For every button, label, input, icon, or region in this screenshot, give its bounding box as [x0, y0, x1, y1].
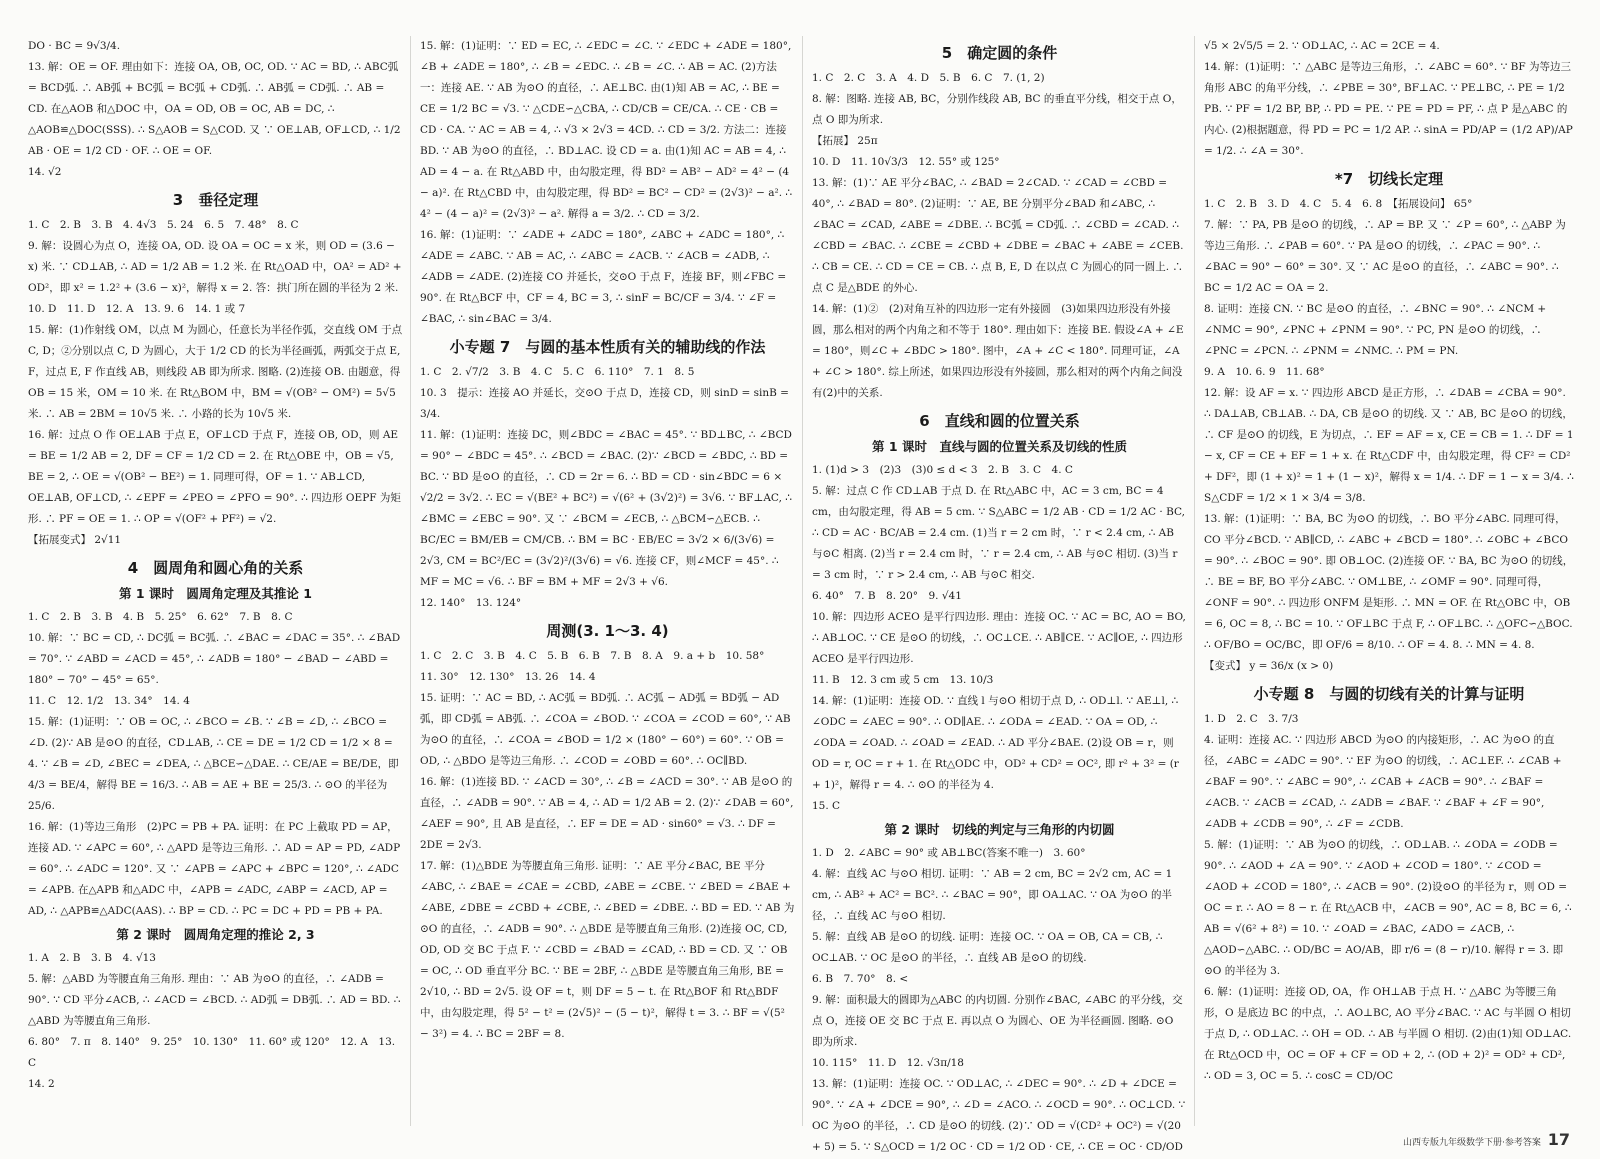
col1-block3 [28, 607, 403, 922]
answer-line: 10. 115° 11. D 12. √3π/18 [812, 1057, 964, 1069]
page-footer [1403, 1130, 1570, 1149]
col2-block1 [420, 36, 795, 330]
answer-line: 12. 140° 13. 124° [420, 597, 522, 609]
answer-line: 15. 解：(1)证明：∵ ED = EC, ∴ ∠EDC = ∠C. ∵ ∠EDC + ∠ADE = 180°, ∠B + ∠ADE = 180°, ∴ ∠B = ∠EDC. ∴ ∠B = ∠C. ∴ AB = AC. (2)方法一：连接 AE. ∵ AB 为⊙O 的直径，∴ AE⊥BC. 由(1)知 AB = AC, ∴ BE = CE = 1/2 BC = √3. ∵ △CDE∽△CBA, ∴ CD/CB = CE/CA. ∴ CE · CB = CD · CA. ∵ AC = AB = 4, ∴ √3 × 2√3 = 4CD. ∴ CD = 3/2. 方法二：连接 BD. ∵ AB 为⊙O 的直径，∴ BD⊥AC. 设 CD = a. 由(1)知 AC = AB = 4, ∴ AD = 4 − a. 在 Rt△ABD 中，由勾股定理，得 BD² = AB² − AD² = 4² − (4 − a)². 在 Rt△CBD 中，由勾股定理，得 BD² = BC² − CD² = (2√3)² − a². ∴ 4² − (4 − a)² = (2√3)² − a². 解得 a = 3/2. ∴ CD = 3/2. [420, 40, 793, 220]
answer-line: 【拓展变式】 2√11 [28, 534, 122, 546]
answer-line: √5 × 2√5/5 = 2. ∵ OD⊥AC, ∴ AC = 2CE = 4. [1204, 40, 1440, 52]
answer-line: 15. 解：(1)作射线 OM，以点 M 为圆心，任意长为半径作弧，交直线 OM 于点 C, D；②分别以点 C, D 为圆心，大于 1/2 CD 的长为半径画弧，两弧交于点 E, F，过点 E, F 作直线 AB，则线段 AB 即为所求. 图略. (2)连接 OB. 由题意，得 OB = 15 米，OM = 10 米. 在 Rt△BOM 中，BM = √(OB² − OM²) = 5√5 米. ∴ AB = 2BM = 10√5 米. ∴ 小路的长为 10√5 米. [28, 324, 403, 420]
answer-line: 10. 解：∵ BC = CD, ∴ DC弧 = BC弧. ∴ ∠BAC = ∠DAC = 35°. ∴ ∠BAD = 70°. ∵ ∠ABD = ∠ACD = 45°, ∴ ∠ADB = 180° − ∠BAD − ∠ABD = 180° − 70° − 45° = 65°. [28, 632, 401, 686]
section-title-6: 6 直线和圆的位置关系 [919, 412, 1080, 430]
col3-block2 [812, 460, 1187, 817]
answer-line: 1. D 2. ∠ABC = 90° 或 AB⊥BC(答案不唯一) 3. 60° [812, 847, 1086, 859]
col2-block2 [420, 362, 795, 614]
lesson-title-4-1: 第 1 课时 圆周角定理及其推论 1 [119, 586, 312, 601]
section-title-5: 5 确定圆的条件 [941, 44, 1058, 62]
answer-line: 8. 解：图略. 连接 AB, BC，分别作线段 AB, BC 的垂直平分线，相交于点 O，点 O 即为所求. [812, 93, 1182, 126]
lesson-title-6-1: 第 1 课时 直线与圆的位置关系及切线的性质 [872, 439, 1127, 454]
column-divider [802, 36, 803, 1126]
answer-line: 17. 解：(1)△BDE 为等腰直角三角形. 证明：∵ AE 平分∠BAC, BE 平分∠ABC, ∴ ∠BAE = ∠CAE = ∠CBD, ∠ABE = ∠CBE. ∵ ∠BED = ∠BAE + ∠ABE, ∠DBE = ∠CBD + ∠CBE, ∴ ∠BED = ∠DBE. ∴ BD = ED. ∵ AB 为⊙O 的直径，∴ ∠ADB = 90°. ∴ △BDE 是等腰直角三角形. (2)连接 OC, CD, OD, OD 交 BC 于点 F. ∵ ∠CBD = ∠BAD = ∠CAD, ∴ BD = CD. 又 ∵ OB = OC, ∴ OD 垂直平分 BC. ∵ BE = 2BF, ∴ △BDE 是等腰直角三角形, BE = 2√10, ∴ BD = 2√5. 设 OF = t，则 DF = 5 − t. 在 Rt△BOF 和 Rt△BDF 中，由勾股定理，得 5² − t² = (2√5)² − (5 − t)²，解得 t = 3. ∴ BF = √(5² − 3²) = 4. ∴ BC = 2BF = 8. [420, 860, 795, 1040]
answer-line: 1. C 2. √7/2 3. B 4. C 5. C 6. 110° 7. 1 8. 5 [420, 366, 695, 378]
answer-line: 13. 解：(1)证明：连接 OC. ∵ OD⊥AC, ∴ ∠DEC = 90°. ∴ ∠D + ∠DCE = 90°. ∵ ∠A + ∠DCE = 90°, ∴ ∠D = ∠ACO. ∴ ∠OCD = 90°. ∴ OC⊥CD. ∵ OC 为⊙O 的半径，∴ CD 是⊙O 的切线. (2)∵ OD = √(CD² + OC²) = √(20 + 5) = 5. ∵ S△OCD = 1/2 OC · CD = 1/2 OD · CE, ∴ CE = OC · CD/OD [812, 1078, 1186, 1153]
answer-line: 14. 解：(1)证明：连接 OD. ∵ 直线 l 与⊙O 相切于点 D, ∴ OD⊥l. ∵ AE⊥l, ∴ ∠ODC = ∠AEC = 90°. ∴ OD∥AE. ∴ ∠ODA = ∠EAD. ∵ OA = OD, ∴ ∠ODA = ∠OAD. ∴ ∠OAD = ∠EAD. ∴ AD 平分∠BAE. (2)设 OB = r，则 OD = r, OC = r + 1. 在 Rt△ODC 中，OD² + CD² = OC², 即 r² + 3² = (r + 1)²，解得 r = 4. ∴ ⊙O 的半径为 4. [812, 695, 1179, 791]
answer-line: 14. 解：(1)证明：∵ △ABC 是等边三角形，∴ ∠ABC = 60°. ∵ BF 为等边三角形 ABC 的角平分线，∴ ∠PBE = 30°, BF⊥AC. ∵ PE⊥BC, ∴ PE = 1/2 PB. ∵ PF = 1/2 BP, BP, ∴ PD = PE. ∵ PE = PD = PF, ∴ 点 P 是△ABC 的内心. (2)根据题意，得 PD = PC = 1/2 AP. ∴ sinA = PD/AP = (1/2 AP)/AP = 1/2. ∴ ∠A = 30°. [1204, 61, 1573, 157]
answer-line: DO · BC = 9√3/4. [28, 40, 121, 52]
answer-line: 16. 解：过点 O 作 OE⊥AB 于点 E，OF⊥CD 于点 F，连接 OB, OD，则 AE = BE = 1/2 AB = 2, DF = CF = 1/2 CD = 2. 在 Rt△OBE 中，OB = √5, BE = 2, ∴ OE = √(OB² − BE²) = 1. 同理可得，OF = 1. ∵ AB⊥CD, OE⊥AB, OF⊥CD, ∴ ∠EPF = ∠PEO = ∠PFO = 90°. ∴ 四边形 OEPF 为矩形. ∴ PF = OE = 1. ∴ OP = √(OF² + PF²) = √2. [28, 429, 401, 525]
answer-line: 16. 解：(1)等边三角形 (2)PC = PB + PA. 证明：在 PC 上截取 PD = AP，连接 AD. ∵ ∠APC = 60°, ∴ △APD 是等边三角形. ∴ AD = AP = PD, ∠ADP = 60°. ∴ ∠ADC = 120°. 又 ∵ ∠APB = ∠APC + ∠BPC = 120°, ∴ ∠ADC = ∠APB. 在△APB 和△ADC 中，∠APB = ∠ADC, ∠ABP = ∠ACD, AP = AD, ∴ △APB≌△ADC(AAS). ∴ BP = CD. ∴ PC = DC + PD = PB + PA. [28, 821, 401, 917]
answer-line: 11. 解：(1)证明：连接 DC，则∠BDC = ∠BAC = 45°. ∵ BD⊥BC, ∴ ∠BCD = 90° − ∠BDC = 45°. ∴ ∠BCD = ∠BAC. (2)∵ ∠BCD = ∠BDC, ∴ BD = BC. ∵ BD 是⊙O 的直径，∴ CD = 2r = 6. ∴ BD = CD · sin∠BDC = 6 × √2/2 = 3√2. ∴ EC = √(BE² + BC²) = √(6² + (3√2)²) = 3√6. ∵ BF⊥AC, ∴ ∠BMC = ∠EBC = 90°. 又 ∵ ∠BCM = ∠ECB, ∴ △BCM∽△ECB. ∴ BC/EC = BM/EB = CM/CB. ∴ BM = BC · EB/EC = 3√2 × 6/(3√6) = 2√3, CM = BC²/EC = (3√2)²/(3√6) = √6. 连接 CF，则∠MCF = 45°. ∴ MF = MC = √6. ∴ BF = BM + MF = 2√3 + √6. [420, 429, 792, 588]
answer-line: 13. 解：(1)证明：∵ BA, BC 为⊙O 的切线，∴ BO 平分∠ABC. 同理可得，CO 平分∠BCD. ∵ AB∥CD, ∴ ∠ABC + ∠BCD = 180°. ∴ ∠OBC + ∠BCO = 90°. ∴ ∠BOC = 90°. 即 OB⊥OC. (2)连接 OF. ∵ BA, BC 为⊙O 的切线，∴ BE = BF, BO 平分∠ABC. ∵ OM⊥BE, ∴ ∠OMF = 90°. 同理可得，∠ONF = 90°. ∴ 四边形 ONFM 是矩形. ∴ MN = OF. 在 Rt△OBC 中，OB = 6, OC = 8, ∴ BC = 10. ∵ OF⊥BC 于点 F, ∴ OF⊥BC. ∴ △OFC∽△BOC. ∴ OF/BO = OC/BC，即 OF/6 = 8/10. ∴ OF = 4. 8. ∴ MN = 4. 8. [1204, 513, 1574, 651]
answer-line: 14. 2 [28, 1078, 55, 1090]
answer-line: 9. A 10. 6. 9 11. 68° [1204, 366, 1325, 378]
col4-block1 [1204, 36, 1574, 162]
answer-line: 5. 解：直线 AB 是⊙O 的切线. 证明：连接 OC. ∵ OA = OB, CA = CB, ∴ OC⊥AB. ∵ OC 是⊙O 的半径，∴ 直线 AB 是⊙O 的切线. [812, 931, 1163, 964]
footer-label: 山西专版九年级数学下册·参考答案 [1402, 1138, 1541, 1148]
answer-line: 1. C 2. B 3. B 4. B 5. 25° 6. 62° 7. B 8. C [28, 611, 293, 623]
col1-block1 [28, 36, 403, 183]
column-divider [410, 36, 411, 1126]
section-title-special-7: 小专题 7 与圆的基本性质有关的辅助线的作法 [449, 338, 766, 356]
answer-line: 【变式】 y = 36/x (x > 0) [1204, 660, 1334, 672]
col3-block1 [812, 68, 1187, 404]
answer-line: 10. D 11. D 12. A 13. 9. 6 14. 1 或 7 [28, 303, 246, 315]
column-1 [28, 36, 403, 1154]
answer-line: 6. B 7. 70° 8. < [812, 973, 909, 985]
section-title-special-8: 小专题 8 与圆的切线有关的计算与证明 [1253, 685, 1525, 703]
section-title-4: 4 圆周角和圆心角的关系 [127, 559, 304, 577]
answer-line: 1. D 2. C 3. 7/3 [1204, 713, 1299, 725]
answer-line: 11. B 12. 3 cm 或 5 cm 13. 10/3 [812, 674, 994, 686]
answer-line: 15. C [812, 800, 841, 812]
answer-line: 13. 解：(1)∵ AE 平分∠BAC, ∴ ∠BAD = 2∠CAD. ∵ ∠CAD = ∠CBD = 40°, ∴ ∠BAD = 80°. (2)证明：∵ AE, BE 分别平分∠BAD 和∠ABC, ∴ ∠BAC = ∠CAD, ∠ABE = ∠DBE. ∴ BC弧 = CD弧. ∴ ∠CBD = ∠CAD. ∴ ∠CBD = ∠BAC. ∴ ∠CBE = ∠CBD + ∠DBE = ∠BAC + ∠ABE = ∠CEB. ∴ CB = CE. ∴ CD = CE = CB. ∴ 点 B, E, D 在以点 C 为圆心的同一圆上. ∴ 点 C 是△BDE 的外心. [812, 177, 1184, 294]
answer-line: 10. 3 提示：连接 AO 并延长，交⊙O 于点 D，连接 CD，则 sinD = sinB = 3/4. [420, 387, 789, 420]
answer-line: 7. 解：∵ PA, PB 是⊙O 的切线，∴ AP = BP. 又 ∵ ∠P = 60°, ∴ △ABP 为等边三角形. ∴ ∠PAB = 60°. ∵ PA 是⊙O 的切线，∴ ∠PAC = 90°. ∴ ∠BAC = 90° − 60° = 30°. 又 ∵ AC 是⊙O 的直径，∴ ∠ABC = 90°. ∴ BC = 1/2 AC = OA = 2. [1204, 219, 1566, 294]
col1-block4 [28, 948, 403, 1095]
answer-line: 5. 解：过点 C 作 CD⊥AB 于点 D. 在 Rt△ABC 中，AC = 3 cm, BC = 4 cm，由勾股定理，得 AB = 5 cm. ∵ S△ABC = 1/2 AB · CD = 1/2 AC · BC, ∴ CD = AC · BC/AB = 2.4 cm. (1)当 r = 2 cm 时，∵ r < 2.4 cm, ∴ AB 与⊙C 相离. (2)当 r = 2.4 cm 时，∵ r = 2.4 cm, ∴ AB 与⊙C 相切. (3)当 r = 3 cm 时，∵ r > 2.4 cm, ∴ AB 与⊙C 相交. [812, 485, 1186, 581]
answer-line: 10. D 11. 10√3/3 12. 55° 或 125° [812, 156, 1000, 168]
section-title-7: *7 切线长定理 [1334, 170, 1444, 188]
answer-line: 6. 解：(1)证明：连接 OD, OA，作 OH⊥AB 于点 H. ∵ △ABC 为等腰三角形，O 是底边 BC 的中点，∴ AO⊥BC, AO 平分∠BAC. ∵ AC 与半圆 O 相切于点 D, ∴ OD⊥AC. ∴ OH = OD. ∴ AB 与半圆 O 相切. (2)由(1)知 OD⊥AC. 在 Rt△OCD 中，OC = OF + CF = OD + 2, ∴ (OD + 2)² = OD² + CD², ∴ OD = 3, OC = 5. ∴ cosC = CD/OC [1204, 986, 1572, 1082]
answer-line: 11. 30° 12. 130° 13. 26 14. 4 [420, 671, 596, 683]
column-2 [420, 36, 795, 1154]
column-4 [1204, 36, 1574, 1154]
col4-block3 [1204, 709, 1574, 1087]
lesson-title-4-2: 第 2 课时 圆周角定理的推论 2, 3 [116, 927, 315, 942]
answer-line: 15. 解：(1)证明：∵ OB = OC, ∴ ∠BCO = ∠B. ∵ ∠B = ∠D, ∴ ∠BCO = ∠D. (2)∵ AB 是⊙O 的直径，CD⊥AB, ∴ CE = DE = 1/2 CD = 1/2 × 8 = 4. ∵ ∠B = ∠D, ∠BEC = ∠DEA, ∴ △BCE∽△DAE. ∴ CE/AE = BE/DE，即 4/3 = BE/4，解得 BE = 16/3. ∴ AB = AE + BE = 25/3. ∴ ⊙O 的半径为 25/6. [28, 716, 399, 812]
answer-line: 【拓展】 25π [812, 135, 878, 147]
col3-block3 [812, 843, 1187, 1154]
answer-line: 9. 解：设圆心为点 O，连接 OA, OD. 设 OA = OC = x 米，则 OD = (3.6 − x) 米. ∵ CD⊥AB, ∴ AD = 1/2 AB = 1.2 米. 在 Rt△OAD 中，OA² = AD² + OD²，即 x² = 1.2² + (3.6 − x)²，解得 x = 2. 答：拱门所在圆的半径为 2 米. [28, 240, 402, 294]
answer-line: 5. 解：(1)证明：∵ AB 为⊙O 的切线，∴ OD⊥AB. ∴ ∠ODA = ∠ODB = 90°. ∴ ∠AOD + ∠A = 90°. ∵ ∠AOD + ∠COD = 180°. ∵ ∠COD = ∠AOD + ∠COD = 180°, ∴ ∠ACB = 90°. (2)设⊙O 的半径为 r，则 OD = OC = r. ∴ AO = 8 − r. 在 Rt△ACB 中，∠ACB = 90°, AC = 8, BC = 6, ∴ AB = √(6² + 8²) = 10. ∵ ∠OAD = ∠BAC, ∠ADO = ∠ACB, ∴ △AOD∽△ABC. ∴ OD/BC = AO/AB，即 r/6 = (8 − r)/10. 解得 r = 3. 即⊙O 的半径为 3. [1204, 839, 1572, 977]
answer-line: 5. 解：△ABD 为等腰直角三角形. 理由：∵ AB 为⊙O 的直径，∴ ∠ADB = 90°. ∵ CD 平分∠ACB, ∴ ∠ACD = ∠BCD. ∴ AD弧 = DB弧. ∴ AD = BD. ∴ △ABD 为等腰直角三角形. [28, 973, 401, 1027]
col2-block3 [420, 646, 795, 1045]
answer-line: 1. A 2. B 3. B 4. √13 [28, 952, 156, 964]
answer-line: 1. C 2. B 3. D 4. C 5. 4 6. 8 【拓展设问】 65° [1204, 198, 1473, 210]
lesson-title-6-2: 第 2 课时 切线的判定与三角形的内切圆 [884, 822, 1115, 837]
answer-line: 1. C 2. B 3. B 4. 4√3 5. 24 6. 5 7. 48° 8. C [28, 219, 299, 231]
col4-block2 [1204, 194, 1574, 677]
section-title-weekly-test: 周测(3. 1～3. 4) [546, 622, 669, 640]
col1-block2 [28, 215, 403, 551]
answer-line: 1. C 2. C 3. A 4. D 5. B 6. C 7. (1, 2) [812, 72, 1045, 84]
column-divider [1194, 36, 1195, 1126]
answer-line: 13. 解：OE = OF. 理由如下：连接 OA, OB, OC, OD. ∵ AC = BD, ∴ ABC弧 = BCD弧. ∴ AB弧 + BC弧 = BC弧 + CD弧. ∴ AB弧 = CD弧. ∴ AB = CD. 在△AOB 和△DOC 中，OA = OD, OB = OC, AB = DC, ∴ △AOB≌△DOC(SSS). ∴ S△AOB = S△COD. 又 ∵ OE⊥AB, OF⊥CD, ∴ 1/2 AB · OE = 1/2 CD · OF. ∴ OE = OF. [28, 61, 401, 157]
answer-line: 8. 证明：连接 CN. ∵ BC 是⊙O 的直径，∴ ∠BNC = 90°. ∴ ∠NCM + ∠NMC = 90°, ∠PNC + ∠PNM = 90°. ∵ PC, PN 是⊙O 的切线，∴ ∠PNC = ∠PCN. ∴ ∠PNM = ∠NMC. ∴ PM = PN. [1204, 303, 1547, 357]
answer-line: 6. 40° 7. B 8. 20° 9. √41 [812, 590, 962, 602]
section-title-3: 3 垂径定理 [172, 191, 259, 209]
answer-line: 1. (1)d > 3 (2)3 (3)0 ≤ d < 3 2. B 3. C 4. C [812, 464, 1073, 476]
answer-line: 10. 解：四边形 ACEO 是平行四边形. 理由：连接 OC. ∵ AC = BC, AO = BO, ∴ AB⊥OC. ∵ CE 是⊙O 的切线，∴ OC⊥CE. ∴ AB∥CE. ∵ AC∥OE, ∴ 四边形 ACEO 是平行四边形. [812, 611, 1186, 665]
answer-line: 6. 80° 7. π 8. 140° 9. 25° 10. 130° 11. 60° 或 120° 12. A 13. C [28, 1036, 396, 1069]
page-number: 17 [1547, 1130, 1570, 1149]
answer-line: 16. 解：(1)连接 BD. ∵ ∠ACD = 30°, ∴ ∠B = ∠ACD = 30°. ∵ AB 是⊙O 的直径，∴ ∠ADB = 90°. ∵ AB = 4, ∴ AD = 1/2 AB = 2. (2)∵ ∠DAB = 60°, ∠AEF = 90°, 且 AB 是直径，∴ EF = DE = AD · sin60° = √3. ∴ DF = 2DE = 2√3. [420, 776, 794, 851]
answer-line: 4. 解：直线 AC 与⊙O 相切. 证明：∵ AB = 2 cm, BC = 2√2 cm, AC = 1 cm, ∴ AB² + AC² = BC². ∴ ∠BAC = 90°，即 OA⊥AC. ∵ OA 为⊙O 的半径，∴ 直线 AC 与⊙O 相切. [812, 868, 1173, 922]
answer-line: 1. C 2. C 3. B 4. C 5. B 6. B 7. B 8. A 9. a + b 10. 58° [420, 650, 765, 662]
answer-line: 12. 解：设 AF = x. ∵ 四边形 ABCD 是正方形，∴ ∠DAB = ∠CBA = 90°. ∴ DA⊥AB, CB⊥AB. ∴ DA, CB 是⊙O 的切线. 又 ∵ AB, BC 是⊙O 的切线，∴ CF 是⊙O 的切线，E 为切点，∴ EF = AF = x, CE = CB = 1. ∴ DF = 1 − x, CF = CE + EF = 1 + x. 在 Rt△CDF 中，由勾股定理，得 CF² = CD² + DF²，即 (1 + x)² = 1 + (1 − x)²，解得 x = 1/4. ∴ DF = 1 − x = 3/4. ∴ S△CDF = 1/2 × 1 × 3/4 = 3/8. [1204, 387, 1574, 504]
answer-line: 4. 证明：连接 AC. ∵ 四边形 ABCD 为⊙O 的内接矩形，∴ AC 为⊙O 的直径，∠ABC = ∠ADC = 90°. ∵ EF 为⊙O 的切线，∴ AC⊥EF. ∴ ∠CAB + ∠BAF = 90°. ∵ ∠ABC = 90°, ∴ ∠CAB + ∠ACB = 90°. ∴ ∠BAF = ∠ACB. ∵ ∠ACB = ∠CAD, ∴ ∠ADB = ∠BAF. ∵ ∠BAF + ∠F = 90°, ∠ADB + ∠CDB = 90°, ∴ ∠F = ∠CDB. [1204, 734, 1562, 830]
answer-line: 9. 解：面积最大的圆即为△ABC 的内切圆. 分别作∠BAC, ∠ABC 的平分线，交点 O，连接 OE 交 BC 于点 E. 再以点 O 为圆心、OE 为半径画圆. 图略. ⊙O 即为所求. [812, 994, 1183, 1048]
answer-line: 14. 解：(1)② (2)对角互补的四边形一定有外接圆 (3)如果四边形没有外接圆，那么相对的两个内角之和不等于 180°. 理由如下：连接 BE. 假设∠A + ∠E = 180°，则∠C + ∠BDC > 180°. 图中，∠A + ∠C < 180°. 同理可证，∠A + ∠C > 180°. 综上所述，如果四边形没有外接圆，那么相对的两个内角之间没有(2)中的关系. [812, 303, 1184, 399]
answer-line: 14. √2 [28, 166, 62, 178]
answer-line: 16. 解：(1)证明：∵ ∠ADE + ∠ADC = 180°, ∠ABC + ∠ADC = 180°, ∴ ∠ADE = ∠ABC. ∵ AB = AC, ∴ ∠ABC = ∠ACB. ∵ ∠ACB = ∠ADB, ∴ ∠ADB = ∠ADE. (2)连接 CO 并延长，交⊙O 于点 F，连接 BF，则∠FBC = 90°. 在 Rt△BCF 中，CF = 4, BC = 3, ∴ sinF = BC/CF = 3/4. ∵ ∠F = ∠BAC, ∴ sin∠BAC = 3/4. [420, 229, 787, 325]
column-3 [812, 36, 1187, 1154]
answer-line: 15. 证明：∵ AC = BD, ∴ AC弧 = BD弧. ∴ AC弧 − AD弧 = BD弧 − AD弧，即 CD弧 = AB弧. ∴ ∠COA = ∠BOD. ∵ ∠COA = ∠COD = 60°, ∵ AB 为⊙O 的直径，∴ ∠COA = ∠BOD = 1/2 × (180° − 60°) = 60°. ∵ OB = OD, ∴ △BDO 是等边三角形. ∴ ∠COD = ∠OBD = 60°. ∴ OC∥BD. [420, 692, 791, 767]
answer-line: 11. C 12. 1/2 13. 34° 14. 4 [28, 695, 190, 707]
